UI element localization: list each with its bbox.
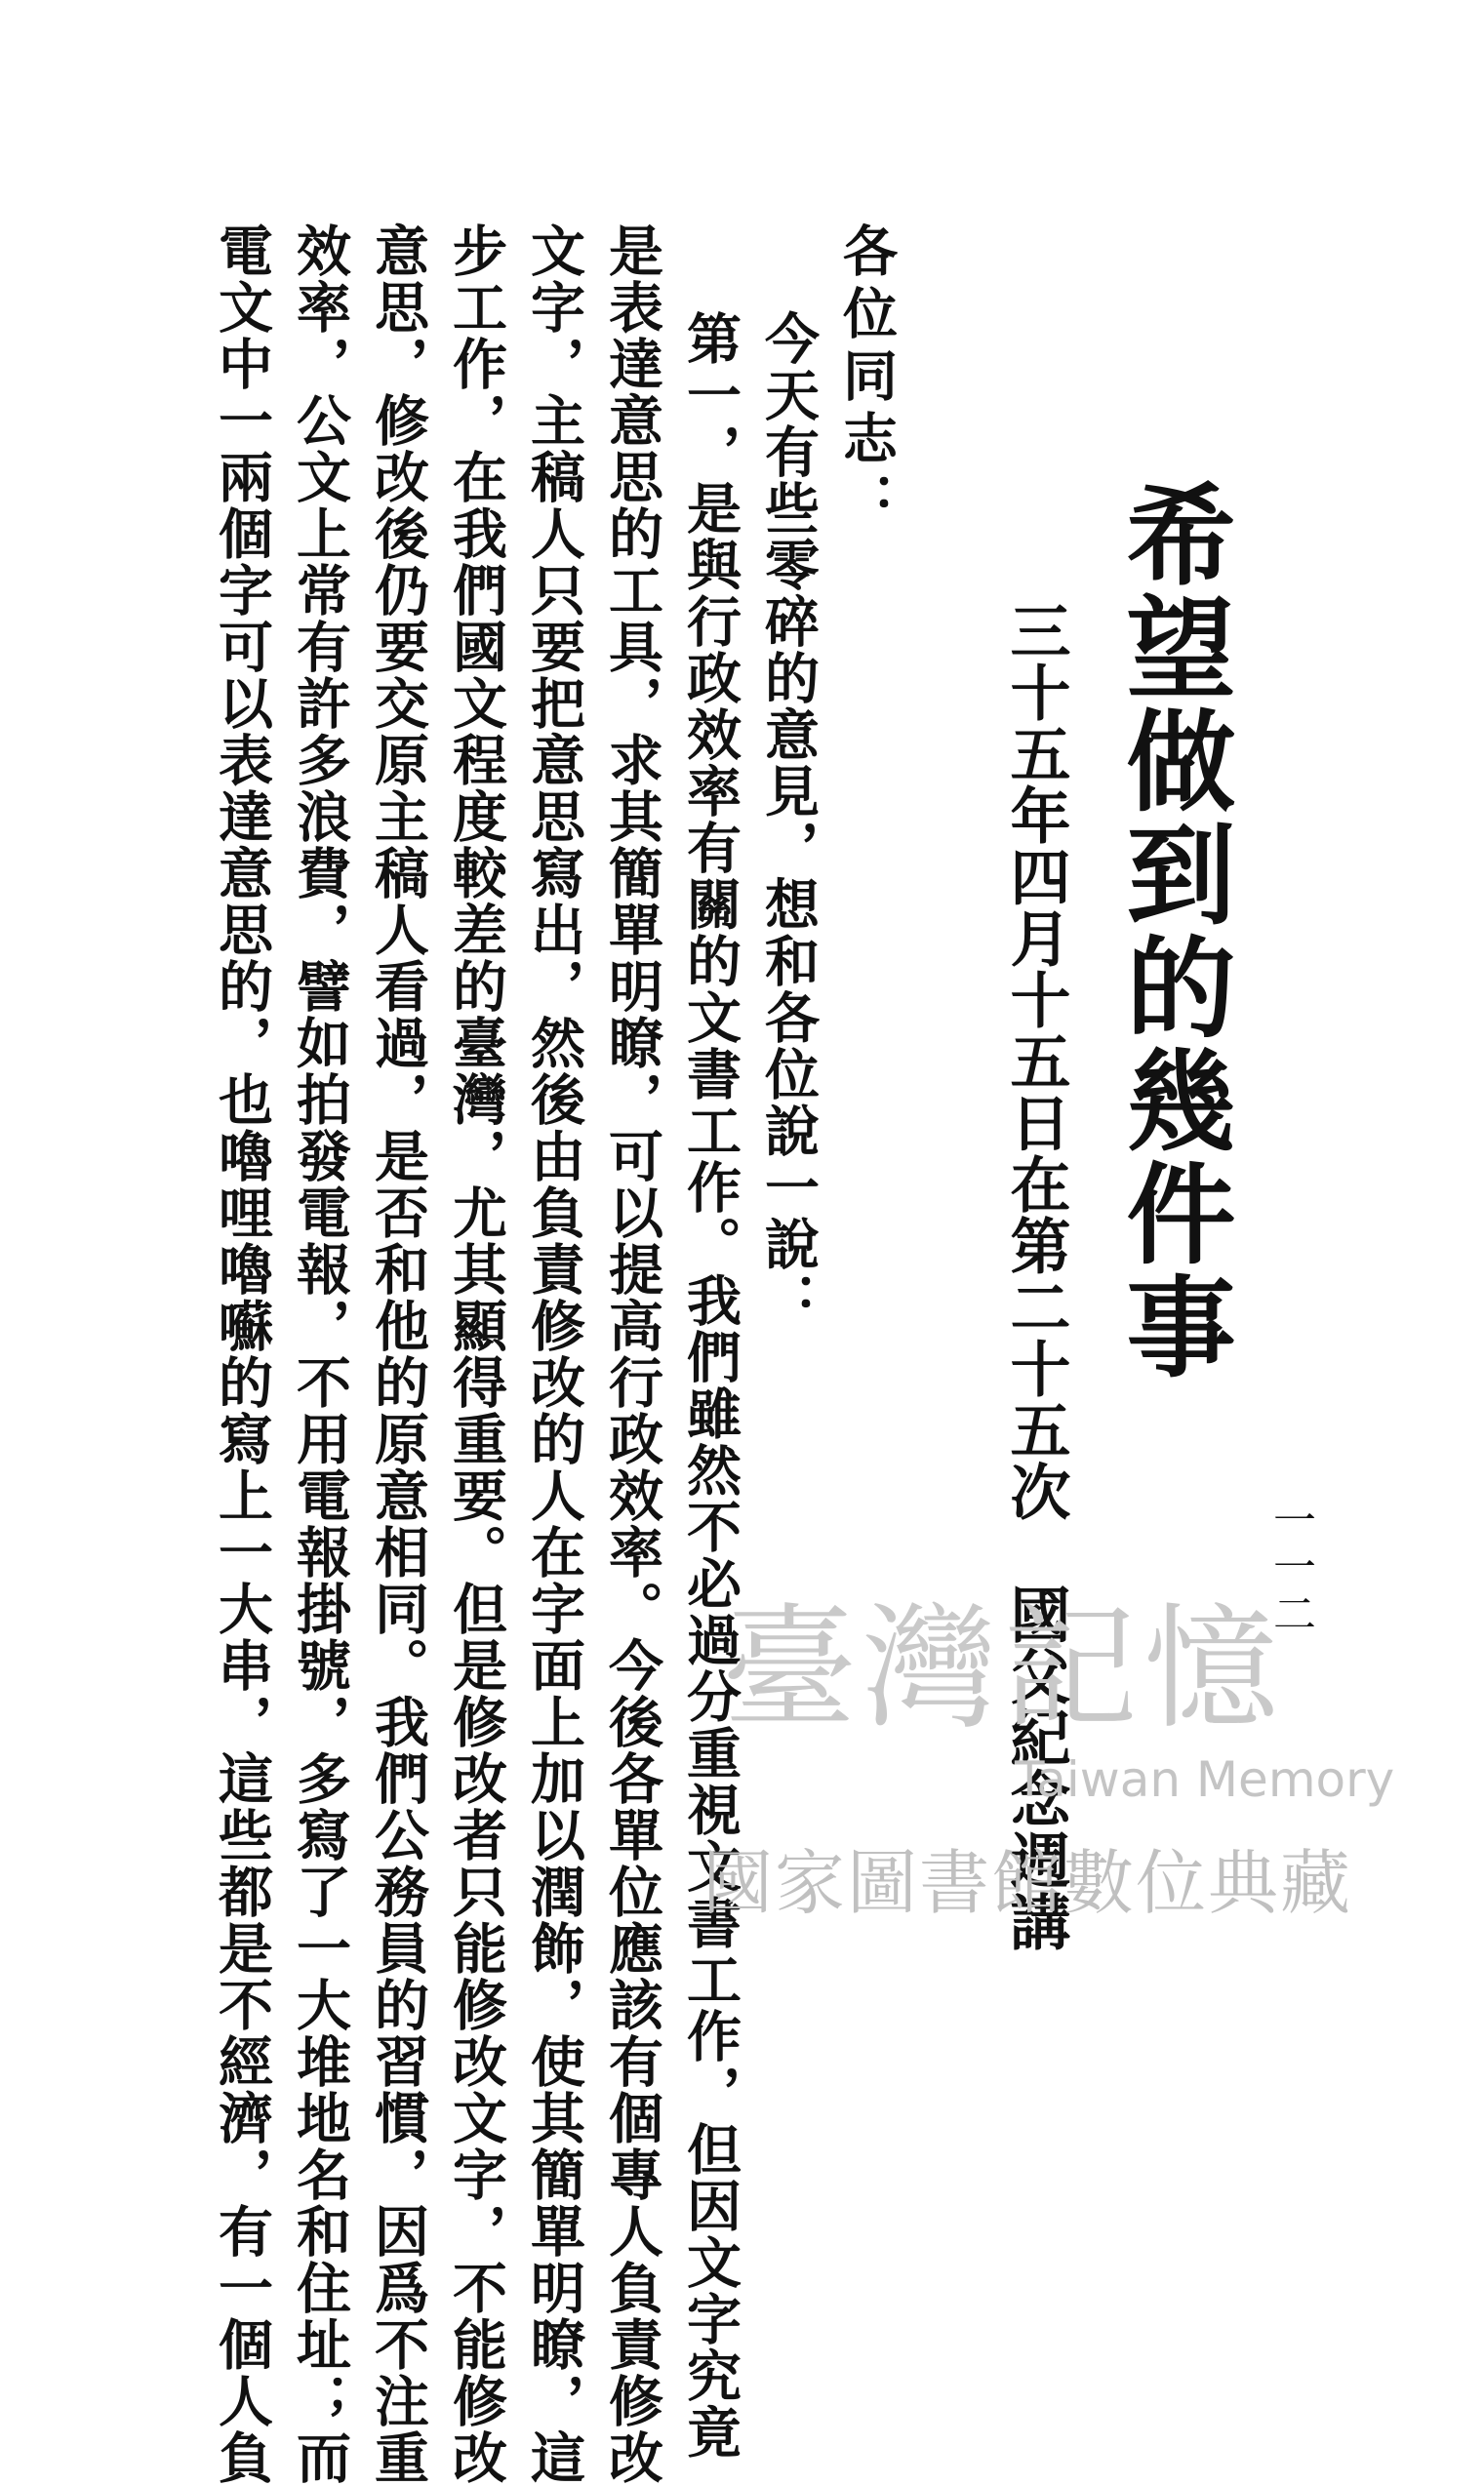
body-column: 意思，修改後仍要交原主稿人看過，是否和他的原意相同。我們公務員的習慣，因爲不注重 [366, 222, 430, 2486]
body-column: 步工作，在我們國文程度較差的臺灣，尤其顯得重要。但是修改者只能修改文字，不能修改 [444, 222, 508, 2486]
salutation: 各位同志： [834, 222, 899, 535]
body-column: 文字，主稿人只要把意思寫出，然後由負責修改的人在字面上加以潤飾，使其簡單明瞭，這 [522, 222, 586, 2486]
watermark-library: 國家圖書館數位典藏 [702, 1842, 1353, 1924]
watermark-script: 臺灣記憶 [722, 1590, 1285, 1747]
body-column: 第一，是與行政效率有關的文書工作。我們雖然不必過分重視文書工作，但因文字究竟 [678, 310, 742, 2461]
body-column: 電文中一兩個字可以表達意思的，也嚕哩嚕囌的寫上一大串，這些都是不經濟，有一個人負 [210, 222, 274, 2486]
watermark [702, 1561, 1444, 1981]
body-column: 是表達意思的工具，求其簡單明瞭，可以提高行政效率。今後各單位應該有個專人負責修改 [600, 222, 664, 2486]
body-column: 今天有些零碎的意見，想和各位說一說： [756, 310, 821, 1329]
page-number: 一一二 [1265, 1498, 1315, 1638]
watermark-english: Taiwan Memory [1015, 1751, 1395, 1808]
page-title: 希望做到的幾件事 [1108, 478, 1236, 1383]
body-column: 效率，公文上常有許多浪費，譬如拍發電報，不用電報掛號，多寫了一大堆地名和住址；而 [288, 222, 352, 2486]
dateline: 三十五年四月十五日在第二十五次 國父紀念週講 [1000, 600, 1071, 1952]
